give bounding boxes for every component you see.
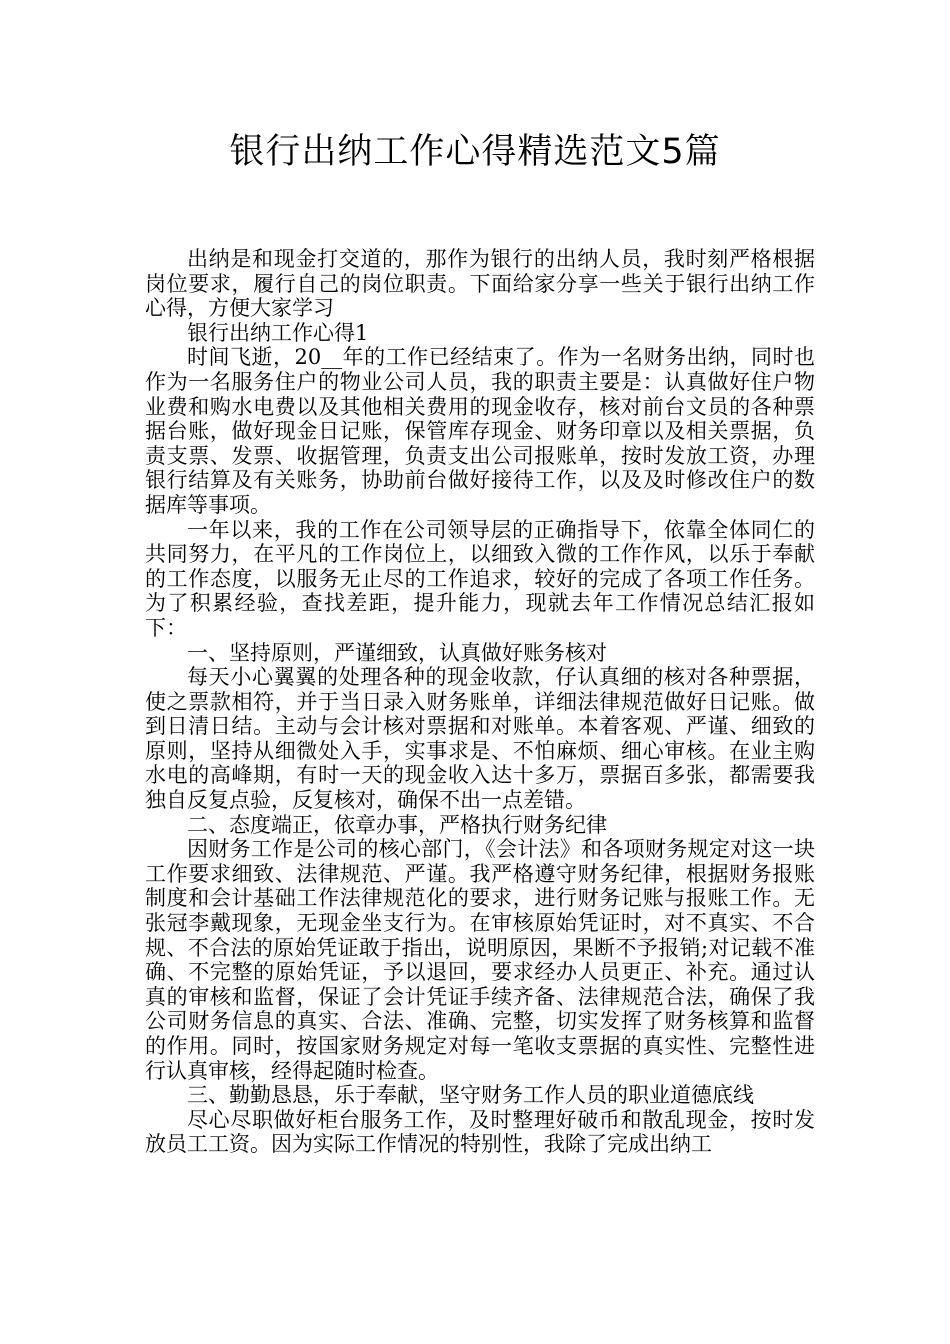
section-heading-1: 银行出纳工作心得1 (187, 320, 369, 345)
subheading-principles: 一、坚持原则，严谨细致，认真做好账务核对 (187, 640, 607, 665)
body-paragraph: 每天小心翼翼的处理各种的现金收款，仔认真细的核对各种票据，使之票款相符，并于当日录入财务账单，详细法律规范做好日记账。做到日清日结。主动与会计核对票据和对账单。本着客观、严谨、细致的原则，坚持从细微处入手，实事求是、不怕麻烦、细心审核。在业主购水电的高峰期，有时一天的现金收入达十多万，票据百多张，都需要我独自反复点验，反复核对，确保不出一点差错。 (145, 665, 815, 813)
document-title: 银行出纳工作心得精选范文5篇 (229, 132, 721, 172)
subheading-dedication: 三、勤勤恳恳，乐于奉献，坚守财务工作人员的职业道德底线 (187, 1083, 754, 1108)
body-paragraph: 尽心尽职做好柜台服务工作，及时整理好破币和散乱现金，按时发放员工工资。因为实际工作情况的特别性，我除了完成出纳工 (145, 1107, 815, 1157)
body-paragraph: 时间飞逝，20__年的工作已经结束了。作为一名财务出纳，同时也作为一名服务住户的物业公司人员，我的职责主要是：认真做好住户物业费和购水电费以及其他相关费用的现金收存，核对前台文员的各种票据台账，做好现金日记账，保管库存现金、财务印章以及相关票据，负责支票、发票、收据管理，负责支出公司报账单，按时发放工资，办理银行结算及有关账务，协助前台做好接待工作，以及及时修改住户的数据库等事项。 (145, 345, 815, 517)
intro-paragraph: 出纳是和现金打交道的，那作为银行的出纳人员，我时刻严格根据岗位要求，履行自己的岗位职责。下面给家分享一些关于银行出纳工作心得，方便大家学习 (145, 247, 815, 321)
body-paragraph: 因财务工作是公司的核心部门，《会计法》和各项财务规定对这一块工作要求细致、法律规范、严谨。我严格遵守财务纪律，根据财务报账制度和会计基础工作法律规范化的要求，进行财务记账与报账工作。无张冠李戴现象，无现金坐支行为。在审核原始凭证时，对不真实、不合规、不合法的原始凭证敢于指出，说明原因，果断不予报销;对记载不准确、不完整的原始凭证，予以退回，要求经办人员更正、补充。通过认真的审核和监督，保证了会计凭证手续齐备、法律规范合法，确保了我公司财务信息的真实、合法、准确、完整，切实发挥了财务核算和监督的作用。同时，按国家财务规定对每一笔收支票据的真实性、完整性进行认真审核，经得起随时检查。 (145, 837, 815, 1083)
body-paragraph: 一年以来，我的工作在公司领导层的正确指导下，依靠全体同仁的共同努力，在平凡的工作岗位上，以细致入微的工作作风，以乐于奉献的工作态度，以服务无止尽的工作追求，较好的完成了各项工作任务。为了积累经验，查找差距，提升能力，现就去年工作情况总结汇报如下： (145, 517, 815, 640)
document-body (145, 247, 815, 1157)
subheading-discipline: 二、态度端正，依章办事，严格执行财务纪律 (187, 812, 607, 837)
